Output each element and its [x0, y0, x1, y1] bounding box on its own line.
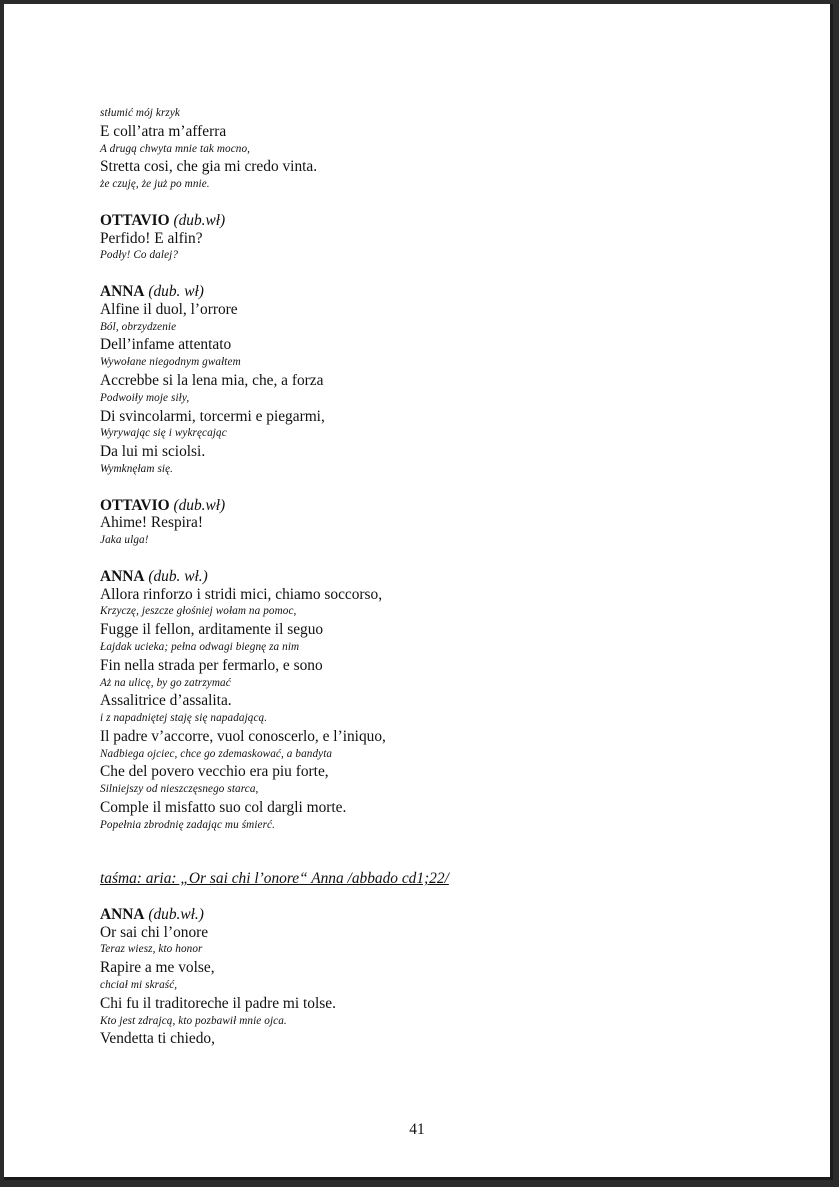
original-line: Stretta cosi, che gia mi credo vinta.: [100, 158, 318, 176]
blank-line: [100, 479, 740, 497]
original-line: Vendetta ti chiedo,: [100, 1030, 215, 1048]
speaker-heading: [100, 906, 740, 924]
original-line: Dell’infame attentato: [100, 336, 232, 354]
original-line: Accrebbe si la lena mia, che, a forza: [100, 371, 324, 389]
blank-line: [100, 550, 740, 568]
original-line: Assalitrice d’assalita.: [100, 692, 232, 710]
original-line: Di svincolarmi, torcermi e piegarmi,: [100, 407, 325, 425]
translation-line: i z napadniętej staję się napadającą.: [100, 712, 268, 725]
original-line: Alfine il duol, l’orrore: [100, 300, 238, 318]
translation-line: Jaka ulga!: [100, 534, 149, 547]
original-line: Da lui mi sciolsi.: [100, 443, 206, 461]
speaker-note: (dub. wł): [148, 282, 204, 300]
blank-line: [100, 852, 740, 870]
libretto-text: [100, 105, 740, 1048]
speaker-name: ANNA: [100, 282, 145, 300]
speaker-name: OTTAVIO: [100, 211, 170, 229]
speaker-note: (dub.wł): [173, 211, 226, 229]
speaker-heading: [100, 497, 740, 515]
translation-line: Wywołane niegodnym gwałtem: [100, 356, 241, 369]
document-page: [4, 4, 833, 1180]
speaker-heading: [100, 212, 740, 230]
original-line: Allora rinforzo i stridi mici, chiamo soccorso,: [100, 585, 383, 603]
translation-line: Wyrywając się i wykręcając: [100, 427, 227, 440]
original-line: Fugge il fellon, arditamente il seguo: [100, 621, 324, 639]
original-line: Rapire a me volse,: [100, 959, 215, 977]
translation-line: Ból, obrzydzenie: [100, 320, 177, 333]
original-line: Fin nella strada per fermarlo, e sono: [100, 656, 323, 674]
translation-line: A drugą chwyta mnie tak mocno,: [100, 142, 251, 155]
original-line: Chi fu il traditoreche il padre mi tolse.: [100, 994, 336, 1012]
translation-line: Krzyczę, jeszcze głośniej wołam na pomoc,: [100, 605, 297, 618]
translation-line: Aż na ulicę, by go zatrzymać: [100, 676, 231, 689]
blank-line: [100, 835, 740, 853]
translation-line: że czuję, że już po mnie.: [100, 178, 210, 191]
original-line: Ahime! Respira!: [100, 514, 204, 532]
translation-line: stłumić mój krzyk: [100, 107, 180, 119]
original-line: Il padre v’accorre, vuol conoscerlo, e l’iniquo,: [100, 727, 386, 745]
translation-line: Nadbiega ojciec, chce go zdemaskować, a bandyta: [100, 747, 333, 760]
speaker-name: ANNA: [100, 567, 145, 585]
speaker-name: OTTAVIO: [100, 496, 170, 514]
original-line: Or sai chi l’onore: [100, 923, 209, 941]
original-line: Perfido! E alfin?: [100, 229, 203, 247]
page-number: 41: [409, 1121, 425, 1138]
translation-line: Kto jest zdrajcą, kto pozbawił mnie ojca.: [100, 1014, 287, 1027]
translation-line: Teraz wiesz, kto honor: [100, 943, 203, 956]
translation-line: Silniejszy od nieszczęsnego starca,: [100, 783, 259, 796]
blank-line: [100, 194, 740, 212]
translation-line: Podwoiły moje siły,: [100, 391, 190, 404]
translation-line: Popełnia zbrodnię zadając mu śmierć.: [100, 818, 276, 831]
blank-line: [100, 265, 740, 283]
speaker-note: (dub.wł.): [148, 905, 204, 923]
translation-line: Łajdak ucieka; pełna odwagi biegnę za nim: [100, 640, 300, 653]
original-line: Comple il misfatto suo col dargli morte.: [100, 799, 347, 817]
speaker-note: (dub. wł.): [148, 567, 208, 585]
tape-cue: taśma: aria: „Or sai chi l’onore“ Anna /abbado cd1;22/: [100, 870, 449, 888]
original-line: E coll’atra m’afferra: [100, 122, 227, 140]
original-line: Che del povero vecchio era piu forte,: [100, 763, 329, 781]
translation-line: Podły! Co dalej?: [100, 249, 179, 262]
speaker-name: ANNA: [100, 905, 145, 923]
speaker-note: (dub.wł): [173, 496, 226, 514]
translation-line: Wymknęłam się.: [100, 462, 174, 475]
speaker-heading: [100, 283, 740, 301]
speaker-heading: [100, 568, 740, 586]
translation-line: chciał mi skraść,: [100, 979, 178, 992]
blank-line: [100, 888, 740, 906]
